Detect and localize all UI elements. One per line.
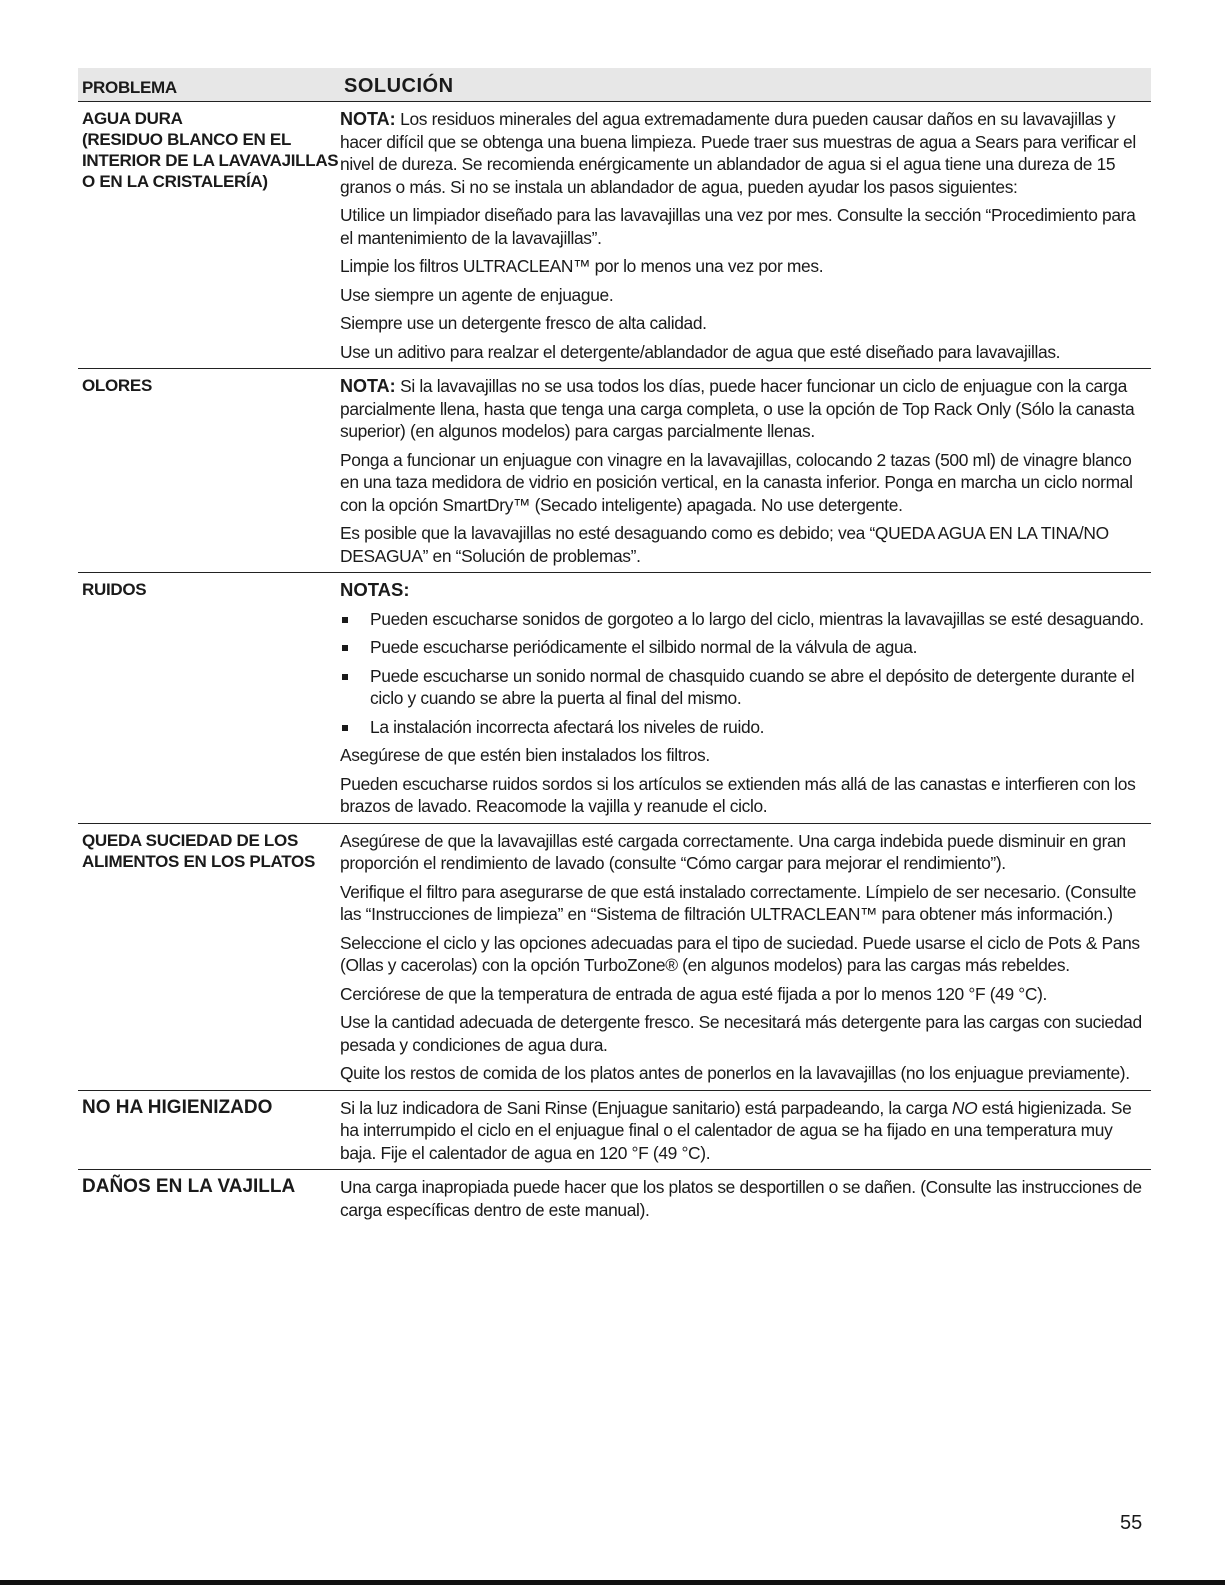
solution-paragraph: Pueden escucharse ruidos sordos si los artículos se extienden más allá de las canastas e interfieren con los brazos de lavado. Reacomode la vajilla y reanude el ciclo. [340,773,1136,816]
table-row-hard-water [78,102,1151,369]
solution-paragraph: Use siempre un agente de enjuague. [340,284,614,305]
note-paragraph [340,375,1151,443]
notes-heading: NOTAS: [340,579,410,600]
sani-text-end: está higienizada. Se ha interrumpido el ciclo en el enjuague final o el calentador de agua se ha fijado en una temperatura muy baja. Fije el calentador de agua en 120 °F (49 °C). [340,1097,1132,1163]
note-paragraph [340,108,1151,198]
problem-cell: QUEDA SUCIEDAD DE LOS ALIMENTOS EN LOS PLATOS [82,830,316,871]
solution-paragraph: Verifique el filtro para asegurarse de que está instalado correctamente. Límpielo de ser necesario. (Consulte las “Instrucciones de limpieza” en “Sistema de filtración ULTRACLEAN™ para obtener más información.) [340,881,1137,924]
problem-cell: DAÑOS EN LA VAJILLA [82,1176,296,1197]
solution-paragraph: Seleccione el ciclo y las opciones adecuadas para el tipo de suciedad. Puede usarse el ciclo de Pots & Pans (Ollas y cacerolas) con la opción TurboZone® (en algunos modelos) para las cargas más rebeldes. [340,932,1140,975]
problem-cell: RUIDOS [82,580,147,599]
solution-paragraph: Cerciórese de que la temperatura de entrada de agua esté fijada a por lo menos 120 °F (49 °C). [340,983,1048,1004]
table-row-not-sanitized [78,1091,1151,1171]
problem-column-header: PROBLEMA [82,78,177,97]
bullet-text: La instalación incorrecta afectará los niveles de ruido. [370,716,765,737]
bullet-item [340,636,1151,659]
sani-emphasis: NO [951,1097,978,1118]
solution-cell [340,108,1151,363]
solution-cell [340,830,1151,1085]
solution-paragraph: Asegúrese de que estén bien instalados los filtros. [340,745,710,765]
solution-paragraph: Use la cantidad adecuada de detergente fresco. Se necesitará más detergente para las cargas con suciedad pesada y condiciones de agua dura. [340,1012,1142,1055]
solution-cell [340,1176,1151,1221]
table-row-noises [78,573,1151,824]
table-header [78,68,1151,102]
bullet-square-icon [340,665,370,710]
solution-paragraph: Ponga a funcionar un enjuague con vinagre en la lavavajillas, colocando 2 tazas (500 ml) de vinagre blanco en una taza medidora de vidrio en posición vertical, en la canasta inferior. Ponga en marcha un ciclo normal con la opción SmartDry™ (Secado inteligente) apagada. No use detergente. [340,449,1133,515]
table-row-dish-damage [78,1170,1151,1226]
solution-paragraph: Siempre use un detergente fresco de alta calidad. [340,313,707,333]
bullet-square-icon [340,608,370,631]
problem-cell: NO HA HIGIENIZADO [82,1096,273,1118]
note-text: Los residuos minerales del agua extremadamente dura pueden causar daños en su lavavajillas y hacer difícil que se obtenga una buena limpieza. Puede traer sus muestras de agua a Sears para verificar el nivel de dureza. Se recomienda enérgicamente un ablandador de agua si el agua tiene una dureza de 15 granos o más. Si no se instala un ablandador de agua, pueden ayudar los pasos siguientes: [340,109,1136,197]
bullet-text: Puede escucharse un sonido normal de chasquido cuando se abre el depósito de detergente durante el ciclo y cuando se abre la puerta al final del mismo. [370,665,1135,708]
bullet-item [340,608,1151,631]
solution-paragraph: Use un aditivo para realzar el detergente/ablandador de agua que esté diseñado para lavavajillas. [340,341,1061,362]
page-number: 55 [1120,1512,1143,1534]
bullet-text: Puede escucharse periódicamente el silbido normal de la válvula de agua. [370,637,918,657]
solution-cell [340,1097,1151,1165]
solution-cell [340,579,1151,818]
bullet-square-icon [340,716,370,739]
bullet-square-icon [340,636,370,659]
problem-cell: OLORES [82,376,152,395]
solution-paragraph: Asegúrese de que la lavavajillas esté cargada correctamente. Una carga indebida puede disminuir en gran proporción el rendimiento de lavado (consulte “Cómo cargar para mejorar el rendimiento”). [340,830,1126,873]
bullet-text: Pueden escucharse sonidos de gorgoteo a lo largo del ciclo, mientras la lavavajillas se esté desaguando. [370,608,1144,629]
table-row-odors [78,369,1151,573]
table-row-food-soil [78,824,1151,1091]
sani-text-start: Si la luz indicadora de Sani Rinse (Enjuague sanitario) está parpadeando, la carga [340,1097,952,1118]
problem-cell: AGUA DURA (RESIDUO BLANCO EN EL INTERIOR DE LA LAVAVAJILLAS O EN LA CRISTALERÍA) [82,109,339,191]
troubleshooting-table [78,68,1151,1226]
solution-column-header: SOLUCIÓN [344,75,454,97]
solution-paragraph [340,1097,1151,1165]
solution-paragraph: Quite los restos de comida de los platos antes de ponerlos en la lavavajillas (no los enjuague previamente). [340,1063,1130,1083]
note-label: NOTA: [340,109,396,129]
note-text: Si la lavavajillas no se usa todos los días, puede hacer funcionar un ciclo de enjuague con la carga parcialmente llena, hasta que tenga una carga completa, o use la opción de Top Rack Only (Sólo la canasta superior) (en algunos modelos) para cargas parcialmente llenas. [340,376,1135,441]
solution-paragraph: Utilice un limpiador diseñado para las lavavajillas una vez por mes. Consulte la sección “Procedimiento para el mantenimiento de la lavavajillas”. [340,205,1136,248]
solution-paragraph: Una carga inapropiada puede hacer que los platos se desportillen o se dañen. (Consulte las instrucciones de carga específicas dentro de este manual). [340,1177,1142,1220]
note-label: NOTA: [340,376,396,396]
solution-paragraph: Es posible que la lavavajillas no esté desaguando como es debido; vea “QUEDA AGUA EN LA TINA/NO DESAGUA” en “Solución de problemas”. [340,523,1109,566]
solution-cell [340,375,1151,567]
bottom-rule [0,1580,1225,1585]
bullet-item [340,665,1151,710]
solution-paragraph: Limpie los filtros ULTRACLEAN™ por lo menos una vez por mes. [340,256,824,276]
bullet-item [340,716,1151,739]
